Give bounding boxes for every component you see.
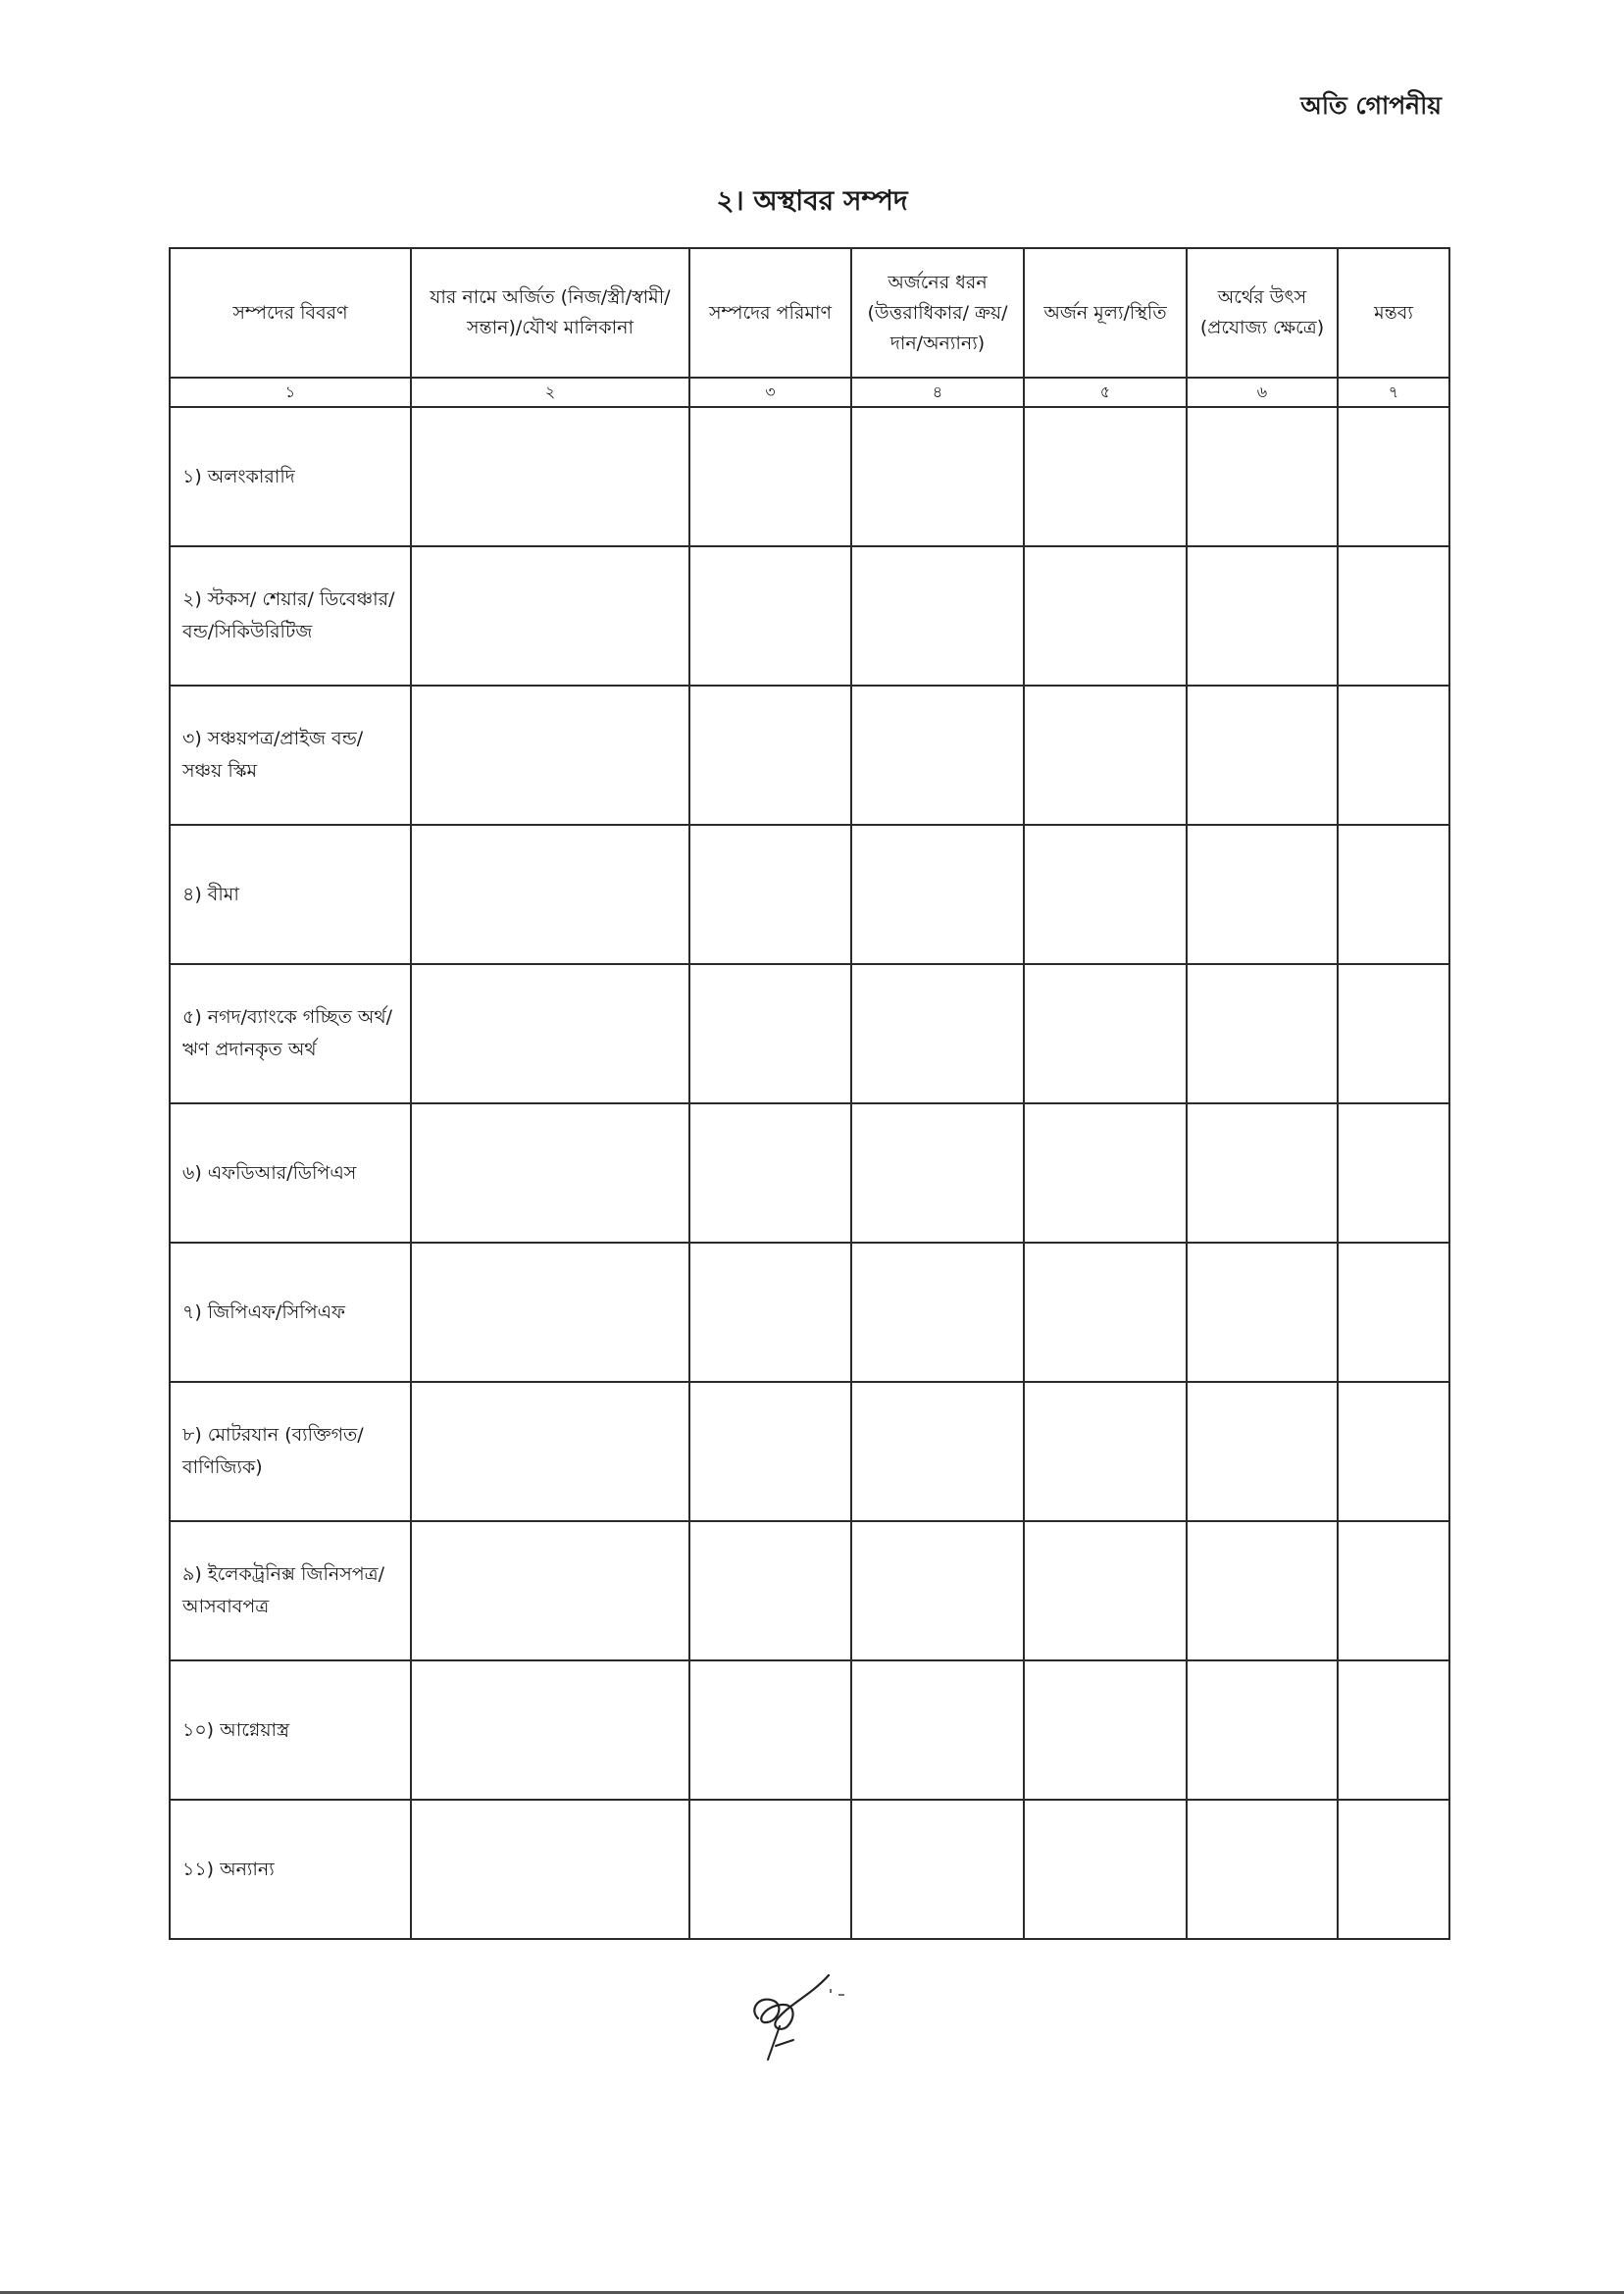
asset-category-label: ৭) জিপিএফ/সিপিএফ	[170, 1243, 411, 1382]
asset-category-label: ৫) নগদ/ব্যাংকে গচ্ছিত অর্থ/ ঋণ প্রদানকৃত অর্থ	[170, 964, 411, 1103]
entry-cell[interactable]	[851, 686, 1024, 825]
column-header: সম্পদের বিবরণ	[170, 248, 411, 378]
column-number: ২	[411, 378, 689, 407]
entry-cell[interactable]	[411, 407, 689, 546]
asset-category-label: ৪) বীমা	[170, 825, 411, 964]
entry-cell[interactable]	[689, 1382, 851, 1521]
entry-cell[interactable]	[1024, 1103, 1187, 1243]
column-number-row	[170, 378, 1449, 407]
entry-cell[interactable]	[1338, 1660, 1449, 1800]
classification-label: অতি গোপনীয়	[1300, 91, 1442, 120]
column-header: অর্জন মূল্য/স্থিতি	[1024, 248, 1187, 378]
column-number: ৪	[851, 378, 1024, 407]
entry-cell[interactable]	[1024, 964, 1187, 1103]
entry-cell[interactable]	[851, 964, 1024, 1103]
entry-cell[interactable]	[1338, 1521, 1449, 1660]
column-header: যার নামে অর্জিত (নিজ/স্ত্রী/স্বামী/সন্তান)/যৌথ মালিকানা	[411, 248, 689, 378]
entry-cell[interactable]	[1187, 1243, 1338, 1382]
entry-cell[interactable]	[689, 1243, 851, 1382]
column-number: ৩	[689, 378, 851, 407]
column-number: ৭	[1338, 378, 1449, 407]
entry-cell[interactable]	[1024, 1521, 1187, 1660]
asset-category-label: ৩) সঞ্চয়পত্র/প্রাইজ বন্ড/ সঞ্চয় স্কিম	[170, 686, 411, 825]
entry-cell[interactable]	[1024, 1243, 1187, 1382]
entry-cell[interactable]	[1024, 686, 1187, 825]
asset-category-label: ২) স্টকস/ শেয়ার/ ডিবেঞ্চার/বন্ড/সিকিউরিটিজ	[170, 546, 411, 686]
column-header: সম্পদের পরিমাণ	[689, 248, 851, 378]
entry-cell[interactable]	[1187, 1103, 1338, 1243]
column-header: অর্জনের ধরন (উত্তরাধিকার/ ক্রয়/দান/অন্যান্য)	[851, 248, 1024, 378]
asset-category-label: ৮) মোটরযান (ব্যক্তিগত/বাণিজ্যিক)	[170, 1382, 411, 1521]
entry-cell[interactable]	[411, 1800, 689, 1939]
entry-cell[interactable]	[1187, 407, 1338, 546]
entry-cell[interactable]	[689, 1660, 851, 1800]
table-row	[170, 1521, 1449, 1660]
column-number: ৫	[1024, 378, 1187, 407]
entry-cell[interactable]	[851, 1382, 1024, 1521]
entry-cell[interactable]	[851, 1521, 1024, 1660]
asset-category-label: ৯) ইলেকট্রনিক্স জিনিসপত্র/আসবাবপত্র	[170, 1521, 411, 1660]
entry-cell[interactable]	[1338, 1800, 1449, 1939]
entry-cell[interactable]	[1024, 407, 1187, 546]
entry-cell[interactable]	[1187, 825, 1338, 964]
table-header-row	[170, 248, 1449, 378]
entry-cell[interactable]	[689, 546, 851, 686]
section-title: ২। অস্থাবর সম্পদ	[716, 184, 908, 217]
entry-cell[interactable]	[851, 546, 1024, 686]
column-number: ৬	[1187, 378, 1338, 407]
entry-cell[interactable]	[689, 1103, 851, 1243]
entry-cell[interactable]	[851, 1103, 1024, 1243]
entry-cell[interactable]	[851, 825, 1024, 964]
table-row	[170, 1800, 1449, 1939]
entry-cell[interactable]	[1187, 546, 1338, 686]
entry-cell[interactable]	[1187, 964, 1338, 1103]
entry-cell[interactable]	[411, 1660, 689, 1800]
table-row	[170, 1103, 1449, 1243]
entry-cell[interactable]	[1024, 1800, 1187, 1939]
asset-category-label: ১১) অন্যান্য	[170, 1800, 411, 1939]
entry-cell[interactable]	[851, 1800, 1024, 1939]
column-number: ১	[170, 378, 411, 407]
entry-cell[interactable]	[1187, 1660, 1338, 1800]
entry-cell[interactable]	[851, 407, 1024, 546]
entry-cell[interactable]	[689, 686, 851, 825]
table-row	[170, 964, 1449, 1103]
entry-cell[interactable]	[1338, 964, 1449, 1103]
entry-cell[interactable]	[689, 1800, 851, 1939]
entry-cell[interactable]	[1024, 546, 1187, 686]
entry-cell[interactable]	[1187, 1382, 1338, 1521]
entry-cell[interactable]	[1024, 1382, 1187, 1521]
table-row	[170, 546, 1449, 686]
asset-category-label: ১) অলংকারাদি	[170, 407, 411, 546]
entry-cell[interactable]	[689, 407, 851, 546]
column-header: অর্থের উৎস (প্রযোজ্য ক্ষেত্রে)	[1187, 248, 1338, 378]
table-row	[170, 1660, 1449, 1800]
entry-cell[interactable]	[1187, 1521, 1338, 1660]
entry-cell[interactable]	[411, 1243, 689, 1382]
asset-category-label: ৬) এফডিআর/ডিপিএস	[170, 1103, 411, 1243]
table-row	[170, 1382, 1449, 1521]
entry-cell[interactable]	[411, 1521, 689, 1660]
entry-cell[interactable]	[851, 1660, 1024, 1800]
entry-cell[interactable]	[411, 1382, 689, 1521]
table-body	[170, 407, 1449, 1939]
entry-cell[interactable]	[1338, 1243, 1449, 1382]
entry-cell[interactable]	[411, 1103, 689, 1243]
entry-cell[interactable]	[689, 964, 851, 1103]
entry-cell[interactable]	[411, 546, 689, 686]
entry-cell[interactable]	[1024, 1660, 1187, 1800]
entry-cell[interactable]	[1338, 407, 1449, 546]
entry-cell[interactable]	[689, 825, 851, 964]
entry-cell[interactable]	[411, 964, 689, 1103]
table-row	[170, 1243, 1449, 1382]
entry-cell[interactable]	[1338, 825, 1449, 964]
table-row	[170, 407, 1449, 546]
entry-cell[interactable]	[1338, 1103, 1449, 1243]
signature-mark	[740, 1962, 848, 2069]
entry-cell[interactable]	[411, 686, 689, 825]
table-row	[170, 825, 1449, 964]
movable-assets-table	[169, 247, 1450, 1940]
table-row	[170, 686, 1449, 825]
entry-cell[interactable]	[851, 1243, 1024, 1382]
asset-category-label: ১০) আগ্নেয়াস্ত্র	[170, 1660, 411, 1800]
entry-cell[interactable]	[1338, 546, 1449, 686]
entry-cell[interactable]	[411, 825, 689, 964]
entry-cell[interactable]	[1024, 825, 1187, 964]
entry-cell[interactable]	[1338, 686, 1449, 825]
entry-cell[interactable]	[689, 1521, 851, 1660]
entry-cell[interactable]	[1187, 686, 1338, 825]
entry-cell[interactable]	[1338, 1382, 1449, 1521]
column-header: মন্তব্য	[1338, 248, 1449, 378]
entry-cell[interactable]	[1187, 1800, 1338, 1939]
